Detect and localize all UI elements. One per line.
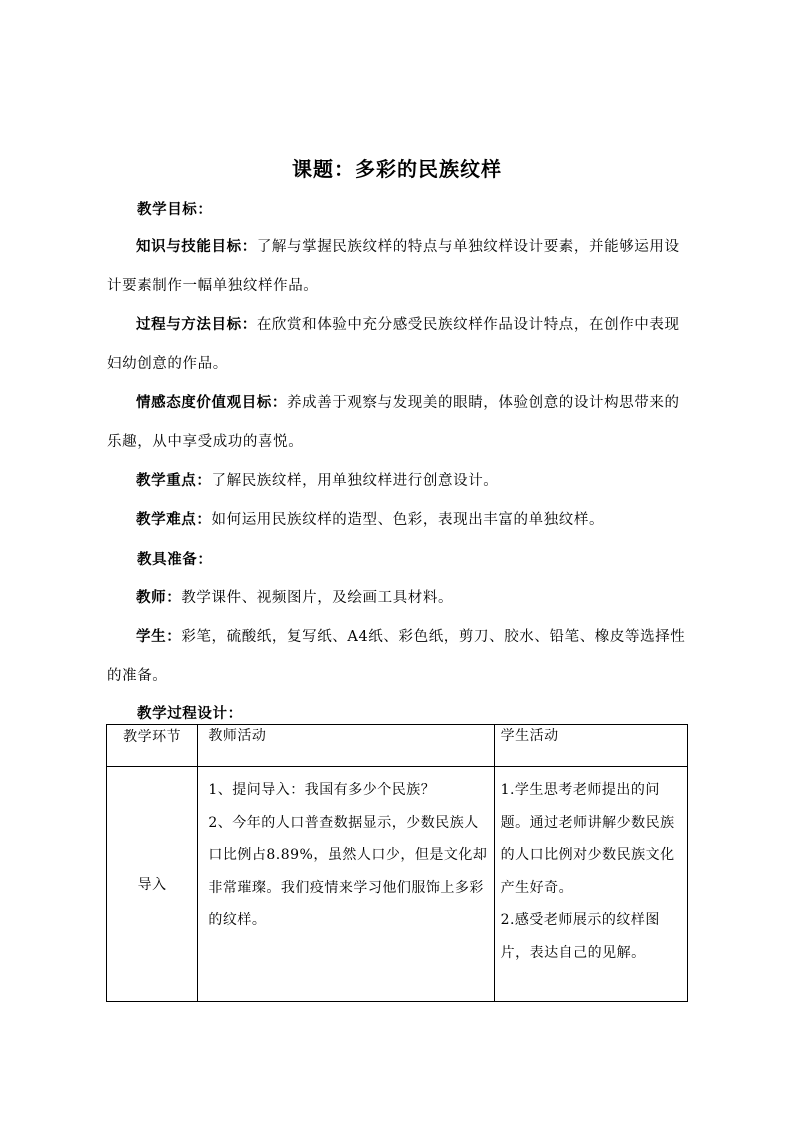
- prep-text: 教学课件、视频图片，及绘画工具材料。: [181, 590, 454, 606]
- difficulty-label: 教学难点：: [136, 511, 212, 528]
- teaching-focus: [107, 461, 690, 501]
- teaching-difficulty: [107, 500, 690, 540]
- objective-label: 情感态度价值观目标：: [136, 394, 287, 411]
- focus-text: 了解民族纹样，用单独纹样进行创意设计。: [211, 473, 499, 489]
- objective-process: [107, 305, 690, 384]
- student-activity-item: 1.学生思考老师提出的问题。通过老师讲解少数民族的人口比例对少数民族文化产生好奇。: [500, 782, 675, 896]
- student-activity-item: 2.感受老师展示的纹样图片，表达自己的见解。: [500, 912, 660, 961]
- prep-teacher: [107, 578, 690, 618]
- stage-cell: 导入: [107, 767, 198, 1002]
- prep-text: 彩笔，硫酸纸，复写纸、A4纸、彩色纸，剪刀、胶水、铅笔、橡皮等选择性的准备。: [107, 629, 686, 684]
- header-student: 学生活动: [494, 725, 687, 767]
- table-row: [107, 767, 688, 1002]
- focus-label: 教学重点：: [136, 472, 212, 489]
- prep-student: [107, 617, 690, 696]
- table-header-row: [107, 725, 688, 767]
- objective-emotion: [107, 383, 690, 462]
- page-title: 课题：多彩的民族纹样: [292, 157, 502, 181]
- teacher-activity-item: 2、今年的人口普查数据显示，少数民族人口比例占8.89%，虽然人口少，但是文化却非常璀璨。我们疫情来学习他们服饰上多彩的纹样。: [208, 814, 488, 928]
- objectives-heading: 教学目标：: [137, 201, 213, 218]
- objective-text: 在欣赏和体验中充分感受民族纹样作品设计特点，在创作中表现妇幼创意的作品。: [107, 317, 680, 372]
- teacher-activity-item: 1、提问导入：我国有多少个民族？: [208, 782, 436, 798]
- prep-label: 学生：: [136, 628, 182, 645]
- process-heading: 教学过程设计：: [137, 705, 243, 722]
- process-table: [106, 724, 688, 1002]
- objective-text: 养成善于观察与发现美的眼睛，体验创意的设计构思带来的乐趣，从中享受成功的喜悦。: [107, 395, 680, 450]
- student-activity-cell: [494, 767, 687, 1002]
- prep-heading: 教具准备：: [137, 551, 213, 568]
- header-teacher: 教师活动: [198, 725, 494, 767]
- header-stage: 教学环节: [107, 725, 198, 767]
- objective-label: 过程与方法目标：: [136, 316, 257, 333]
- prep-label: 教师：: [136, 589, 182, 606]
- objective-label: 知识与技能目标：: [136, 238, 257, 255]
- objective-text: 了解与掌握民族纹样的特点与单独纹样设计要素，并能够运用设计要素制作一幅单独纹样作品。: [107, 239, 680, 294]
- teacher-activity-cell: [198, 767, 494, 1002]
- objective-knowledge: [107, 227, 690, 306]
- difficulty-text: 如何运用民族纹样的造型、色彩，表现出丰富的单独纹样。: [211, 512, 605, 528]
